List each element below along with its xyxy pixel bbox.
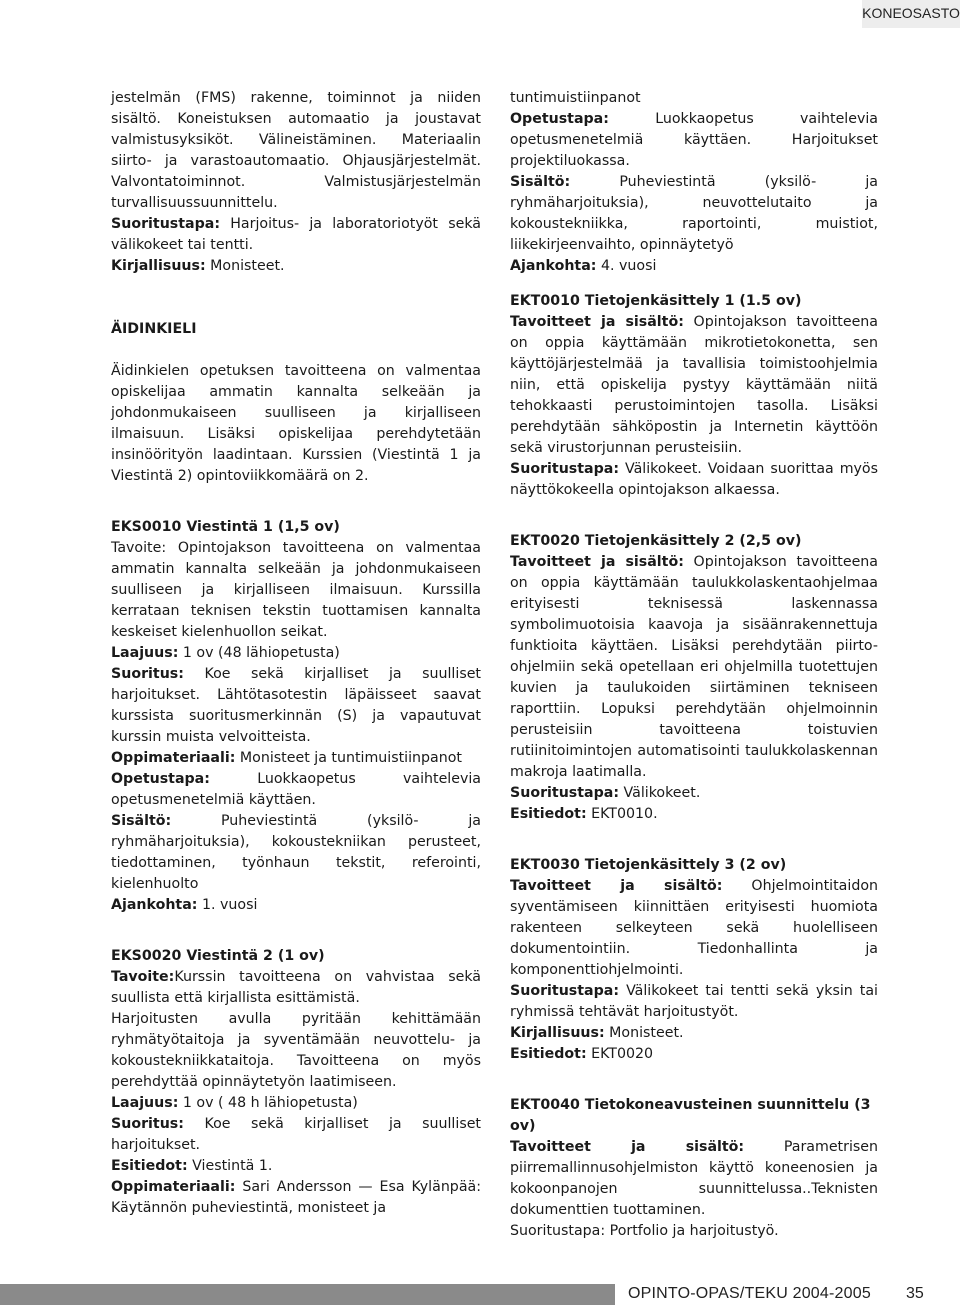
section-header-tab [862, 0, 960, 28]
section-body: Äidinkielen opetuksen tavoitteena on valmentaa opiskelijaa ammatin kannalta selkeään ja johdonmukaiseen suulliseen ja kirjalliseen ilmaisuun. Lisäksi opiskelijaa perehdytetään insinöörityön laadintaan. Kurssien (Viestintä 1 ja Viestintä 2) opintoviikkomäärä on 2. [111, 363, 481, 484]
eks0010-oppimateriaali: Oppimateriaali: Monisteet ja tuntimuistiinpanot [111, 750, 462, 766]
ekt0010-suoritustapa: Suoritustapa: Välikokeet. Voidaan suorittaa myös näyttökokeella opintojakson alkaessa. [510, 461, 878, 498]
eks0010-title: EKS0010 Viestintä 1 (1,5 ov) [111, 519, 340, 535]
ekt0020-suoritustapa: Suoritustapa: Välikokeet. [510, 785, 701, 801]
intro-suoritustapa: Suoritustapa: Harjoitus- ja laboratoriotyöt sekä välikokeet tai tentti. [111, 216, 481, 253]
eks0010-sisalto: Sisältö: Puheviestintä (yksilö- ja ryhmäharjoituksia), kokoustekniikan perusteet, tiedottaminen, työnhaun tekstit, referointi, kielenhuolto [111, 813, 481, 892]
eks0010-ajankohta: Ajankohta: 1. vuosi [111, 897, 258, 913]
ekt0010-title: EKT0010 Tietojenkäsittely 1 (1.5 ov) [510, 293, 802, 309]
ekt0040-tavoitteet: Tavoitteet ja sisältö: Parametrisen piirremallinnusohjelmiston käyttö koneenosien ja kokoonpanojen suunnittelussa..Teknisten dokumenttien tuottaminen. [510, 1139, 878, 1218]
ekt0020-tavoitteet: Tavoitteet ja sisältö: Opintojakson tavoitteena on oppia käyttämään taulukkolaskentaohjelmaa erityisesti teknisessä laskennassa symbolimuotoisia kaavoja ja sisäänrakennettuja funktioita käyttäen. Lisäksi perehdytään piirto-ohjelmiin sekä opetellaan eri ohjelmilla tuotettujen kuvien ja taulukoiden siirtäminen tekniseen raporttiin. Lopuksi perehdytään ohjelmoinnin perusteisiin tavoitteena toistuvien rutiinitoimintojen automatisointi taulukkolaskennan makroja laatimalla. [510, 554, 878, 780]
intro-paragraph: jestelmän (FMS) rakenne, toiminnot ja niiden sisältö. Koneistuksen automaatio ja joustavat valmistusyksiköt. Välineistäminen. Materiaalin siirto- ja varastoautomaatio. Ohjausjärjestelmät. Valvontatoiminnot. Valmistusjärjestelmän turvallisuussuunnittelu. [111, 90, 481, 211]
ekt0020-title: EKT0020 Tietojenkäsittely 2 (2,5 ov) [510, 533, 802, 549]
cont-sisalto: Sisältö: Puheviestintä (yksilö- ja ryhmäharjoituksia), neuvottelutaito ja kokoustekniikka, raportointi, muistiot, liikekirjeenvaihto, opinnäytetyö [510, 174, 878, 253]
ekt0040-title: EKT0040 Tietokoneavusteinen suunnittelu (3 ov) [510, 1097, 871, 1134]
cont-oppimateriaali-end: tuntimuistiinpanot [510, 90, 641, 106]
ekt0030-title: EKT0030 Tietojenkäsittely 3 (2 ov) [510, 857, 787, 873]
ekt0030-kirjallisuus: Kirjallisuus: Monisteet. [510, 1025, 684, 1041]
ekt0010-tavoitteet: Tavoitteet ja sisältö: Opintojakson tavoitteena on oppia käyttämään mikrotietokonetta, sen käyttöjärjestelmää ja tavallisia toimistoohjelmia niin, että opiskelija pystyy käyttämään niitä tehokkaasti perustoimintojen tasolla. Lisäksi perehdytään sähköpostin ja Internetin käyttöön sekä virustorjunnan perusteisiin. [510, 314, 878, 456]
ekt0040-suoritustapa: Suoritustapa: Portfolio ja harjoitustyö. [510, 1223, 779, 1239]
eks0020-laajuus: Laajuus: 1 ov ( 48 h lähiopetusta) [111, 1095, 358, 1111]
page-number: 35 [906, 1285, 924, 1302]
section-label: KONEOSASTO [862, 5, 960, 21]
eks0020-oppimateriaali: Oppimateriaali: Sari Andersson — Esa Kylänpää: Käytännön puheviestintä, monisteet ja [111, 1179, 481, 1216]
eks0010-suoritus: Suoritus: Koe sekä kirjalliset ja suulliset harjoitukset. Lähtötasotestin läpäisseet saavat kurssista suoritusmerkinnän (S) ja vapautuvat kurssin muista velvoitteista. [111, 666, 481, 745]
eks0020-body: Harjoitusten avulla pyritään kehittämään ryhmätyötaitoja ja syventämään neuvottelu- ja kokoustekniikkataitoja. Tavoitteena on myös perehdyttää opinnäytetyön laatimiseen. [111, 1011, 481, 1090]
right-column [510, 88, 878, 1242]
ekt0020-esitiedot: Esitiedot: EKT0010. [510, 806, 658, 822]
cont-ajankohta: Ajankohta: 4. vuosi [510, 258, 657, 274]
ekt0030-suoritustapa: Suoritustapa: Välikokeet tai tentti sekä yksin tai ryhmissä tehtävät harjoitustyöt. [510, 983, 878, 1020]
ekt0030-tavoitteet: Tavoitteet ja sisältö: Ohjelmointitaidon syventämiseen kiinnittäen erityisesti huomiota rakenteen selkeyteen sekä huolelliseen dokumentointiin. Tiedonhallinta ja komponenttiohjelmointi. [510, 878, 878, 978]
eks0020-suoritus: Suoritus: Koe sekä kirjalliset ja suulliset harjoitukset. [111, 1116, 481, 1153]
eks0020-title: EKS0020 Viestintä 2 (1 ov) [111, 948, 325, 964]
cont-opetustapa: Opetustapa: Luokkaopetus vaihtelevia opetusmenetelmiä käyttäen. Harjoitukset projektiluokassa. [510, 111, 879, 169]
eks0010-laajuus: Laajuus: 1 ov (48 lähiopetusta) [111, 645, 340, 661]
left-column [111, 88, 481, 1219]
section-title: ÄIDINKIELI [111, 321, 197, 337]
intro-kirjallisuus: Kirjallisuus: Monisteet. [111, 258, 285, 274]
eks0010-tavoite: Tavoite: Opintojakson tavoitteena on valmentaa ammatin kannalta selkeään ja johdonmukaiseen suulliseen ja kirjalliseen ilmaisuun. Kurssilla kerrataan teknisen tekstin tuottamisen kannalta keskeiset kielenhuollon seikat. [111, 540, 481, 640]
eks0020-tavoite: Tavoite:Kurssin tavoitteena on vahvistaa sekä suullista että kirjallista esittämistä. [111, 969, 481, 1006]
footer-publication: OPINTO-OPAS/TEKU 2004-2005 [628, 1285, 871, 1302]
ekt0030-esitiedot: Esitiedot: EKT0020 [510, 1046, 654, 1062]
eks0020-esitiedot: Esitiedot: Viestintä 1. [111, 1158, 273, 1174]
eks0010-opetustapa: Opetustapa: Luokkaopetus vaihtelevia opetusmenetelmiä käyttäen. [111, 771, 482, 808]
